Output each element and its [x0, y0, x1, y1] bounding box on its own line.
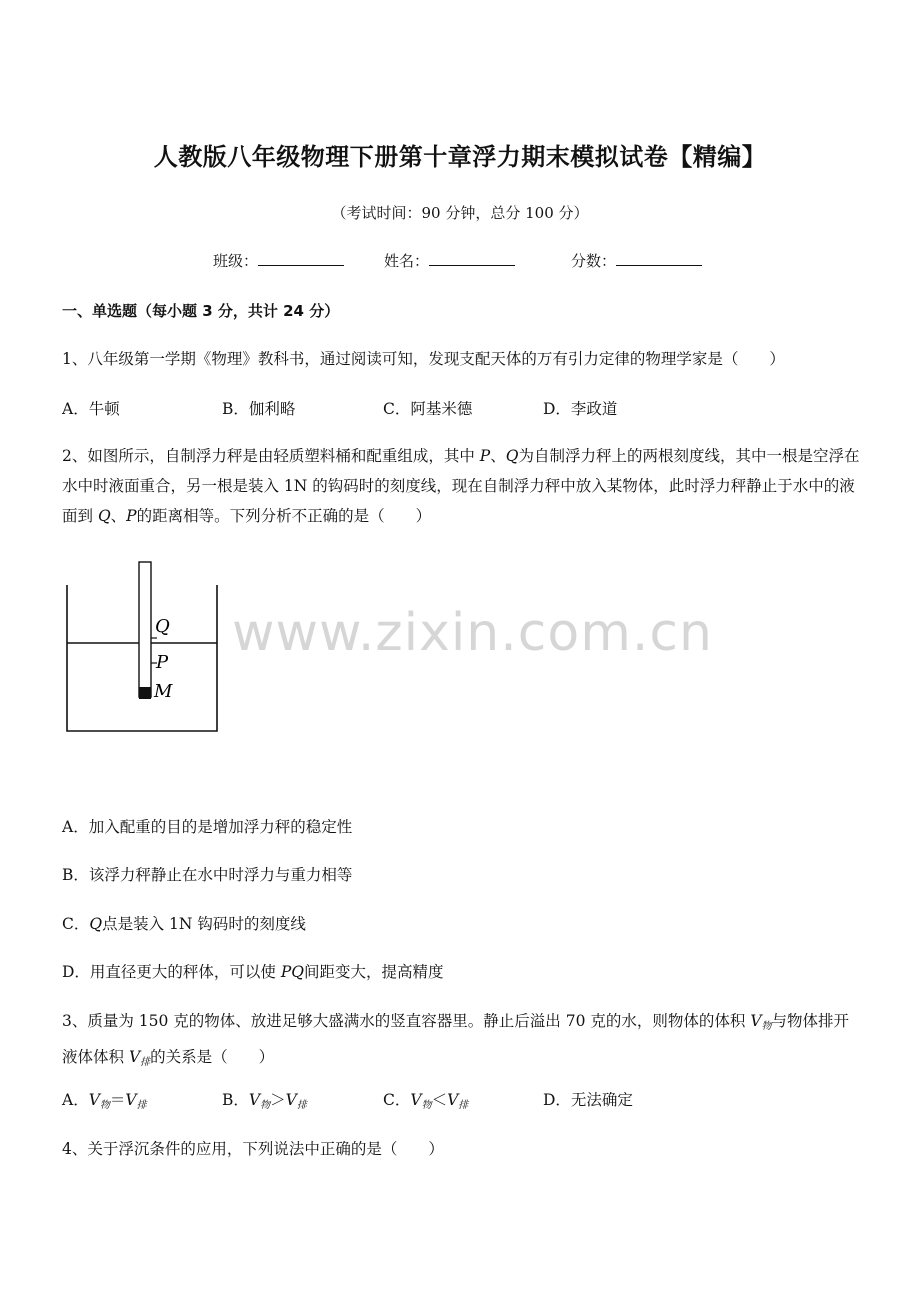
question-2: [62, 441, 862, 531]
question-1: 1、八年级第一学期《物理》教科书，通过阅读可知，发现支配天体的万有引力定律的物理学家是（ ）: [62, 350, 785, 368]
q3-a-rel: ＝: [109, 1091, 126, 1109]
q2-var-q2: Q: [97, 507, 111, 525]
section-heading: 一、单选题（每小题 3 分，共计 24 分）: [62, 302, 340, 320]
q2-sep: 、: [490, 447, 506, 465]
q3-option-c[interactable]: [383, 1088, 468, 1111]
q3-text-a: 3、质量为 150 克的物体、放进足够大盛满水的竖直容器里。静止后溢出 70 克的水，则物体的体积: [62, 1012, 751, 1030]
q2-var-q: Q: [505, 447, 519, 465]
q3-option-d[interactable]: D．无法确定: [543, 1091, 633, 1109]
q3-b-sub1: 物: [260, 1100, 271, 1111]
q2-var-p: P: [479, 447, 491, 465]
name-label: 姓名：: [384, 252, 430, 270]
q2-option-d-text: 间距变大，提高精度: [304, 963, 444, 981]
q3-sub-pai: 排: [140, 1057, 151, 1068]
q1-option-a[interactable]: A．牛顿: [62, 400, 120, 418]
q1-option-b[interactable]: B．伽利略: [222, 400, 296, 418]
q2-text-c: 的距离相等。下列分析不正确的是（ ）: [136, 507, 432, 525]
q2-option-c-prefix: C．: [62, 915, 90, 933]
q2-var-p2: P: [126, 507, 137, 525]
scale-tube: [139, 562, 151, 697]
q2-option-c-var: Q: [89, 915, 103, 933]
q3-a-sub2: 排: [136, 1100, 147, 1111]
question-4: 4、关于浮沉条件的应用，下列说法中正确的是（ ）: [62, 1140, 444, 1158]
name-field: [384, 250, 515, 271]
float-scale-figure: [60, 555, 230, 740]
q3-v1: V: [750, 1012, 762, 1030]
q2-option-d-prefix: D．用直径更大的秤体，可以使: [62, 963, 281, 981]
figure-label-q: Q: [155, 616, 170, 637]
q1-option-c[interactable]: C．阿基米德: [383, 400, 473, 418]
q3-b-sub2: 排: [296, 1100, 307, 1111]
watermark: www.zixin.com.cn: [232, 603, 713, 663]
q3-c-rel: ＜: [431, 1091, 448, 1109]
class-blank[interactable]: [258, 251, 344, 266]
q3-sub-wu: 物: [761, 1021, 772, 1032]
q3-a-prefix: A．: [62, 1091, 89, 1109]
q2-option-b[interactable]: B．该浮力秤静止在水中时浮力与重力相等: [62, 866, 353, 884]
q3-a-v1: V: [88, 1091, 100, 1109]
counterweight-block: [139, 687, 151, 699]
q2-option-c[interactable]: [62, 912, 306, 934]
q2-text-b: 为自制浮力秤上的两根刻度线，其中一根是空浮在水中时液面重合，另一根是装入 1N 的钩码时的刻度线，现在自制浮力秤中放入某物体，此时浮力秤静止于水中的液面到: [62, 447, 860, 525]
q3-a-v2: V: [125, 1091, 137, 1109]
q3-text-b: 与物体排开液体体积: [62, 1012, 850, 1066]
question-3: [62, 1006, 862, 1078]
q2-sep2: 、: [110, 507, 127, 525]
q3-b-rel: ＞: [270, 1091, 286, 1109]
page-title: 人教版八年级物理下册第十章浮力期末模拟试卷【精编】: [153, 143, 767, 171]
q3-option-b[interactable]: [222, 1088, 307, 1111]
q3-b-v2: V: [285, 1091, 297, 1109]
q3-option-a[interactable]: [62, 1088, 147, 1111]
exam-info: （考试时间：90 分钟，总分 100 分）: [331, 204, 589, 222]
q3-c-v2: V: [447, 1091, 459, 1109]
q3-a-sub1: 物: [99, 1100, 110, 1111]
q2-option-a[interactable]: A．加入配重的目的是增加浮力秤的稳定性: [62, 818, 353, 836]
score-blank[interactable]: [616, 251, 702, 266]
q1-option-d[interactable]: D．李政道: [543, 400, 618, 418]
q3-v2: V: [128, 1048, 141, 1066]
score-label: 分数：: [571, 252, 617, 270]
q3-c-prefix: C．: [383, 1091, 411, 1109]
q3-c-sub2: 排: [458, 1100, 469, 1111]
name-blank[interactable]: [429, 251, 515, 266]
figure-label-m: M: [154, 681, 173, 702]
q3-c-v1: V: [410, 1091, 422, 1109]
score-field: [571, 250, 702, 271]
class-label: 班级：: [213, 252, 259, 270]
q3-text-c: 的关系是（ ）: [150, 1048, 275, 1066]
q2-text-a: 2、如图所示，自制浮力秤是由轻质塑料桶和配重组成，其中: [62, 447, 480, 465]
q2-option-d-var: PQ: [280, 963, 304, 981]
figure-label-p: P: [156, 652, 169, 673]
q3-c-sub1: 物: [421, 1100, 432, 1111]
q2-option-d[interactable]: [62, 960, 444, 982]
q2-option-c-text: 点是装入 1N 钩码时的刻度线: [102, 915, 306, 933]
q3-b-v1: V: [248, 1091, 261, 1109]
q3-b-prefix: B．: [222, 1091, 249, 1109]
class-field: [213, 250, 344, 271]
